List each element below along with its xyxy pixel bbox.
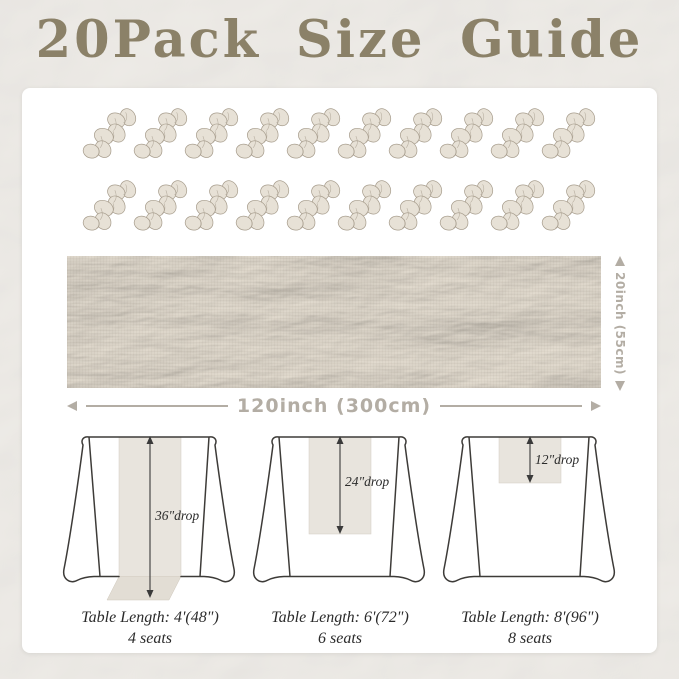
table-drawing-36drop [55,424,245,604]
cheesecloth-bundle [394,172,438,242]
arrow-down-icon [615,381,625,391]
width-dimension-label: 20inch (55cm) [613,272,627,375]
arrow-left-icon [67,401,77,411]
arrow-right-icon [591,401,601,411]
braid-icon [533,169,605,246]
table-diagrams [22,424,657,652]
cheesecloth-bundle [547,172,591,242]
cheesecloth-bundle [241,100,285,170]
cheesecloth-bundle [394,100,438,170]
cheesecloth-bundle [88,100,132,170]
table-length-label: Table Length: 8'(96") [461,609,599,626]
cheesecloth-bundle [292,172,336,242]
length-dimension-label: 120inch (300cm) [236,395,432,417]
braid-icon [533,97,605,174]
drop-label: 12"drop [535,452,580,467]
diagram-6ft-table [245,424,435,649]
table-seats-label: 6 seats [318,630,362,647]
cheesecloth-bundle [343,172,387,242]
cheesecloth-bundle [88,172,132,242]
table-caption [245,607,435,649]
table-drawing-24drop [245,424,435,604]
arrow-up-icon [615,256,625,266]
diagram-4ft-table [55,424,245,649]
runner-fabric-photo [67,256,601,388]
length-dimension [67,394,601,418]
cheesecloth-bundle [496,172,540,242]
cheesecloth-bundle [241,172,285,242]
bundle-row-1 [22,100,657,170]
content-card [22,88,657,653]
table-drawing-12drop [435,424,625,604]
table-length-label: Table Length: 6'(72") [271,609,409,626]
table-caption [435,607,625,649]
cheesecloth-bundle [139,172,183,242]
cheesecloth-bundle [496,100,540,170]
drop-label: 36"drop [155,508,200,523]
table-seats-label: 8 seats [508,630,552,647]
cheesecloth-bundle [445,172,489,242]
cheesecloth-bundle [190,100,234,170]
page-title: 20Pack Size Guide [35,10,644,70]
table-seats-label: 4 seats [128,630,172,647]
cheesecloth-bundle [445,100,489,170]
cheesecloth-bundle [292,100,336,170]
cheesecloth-bundle [547,100,591,170]
diagram-8ft-table [435,424,625,649]
drop-label: 24"drop [345,474,390,489]
table-length-label: Table Length: 4'(48") [81,609,219,626]
cheesecloth-bundle [190,172,234,242]
width-dimension [606,256,634,388]
bundle-row-2 [22,172,657,242]
fabric-weave-overlay [67,256,601,388]
cheesecloth-bundle [343,100,387,170]
cheesecloth-bundle [139,100,183,170]
table-caption [55,607,245,649]
